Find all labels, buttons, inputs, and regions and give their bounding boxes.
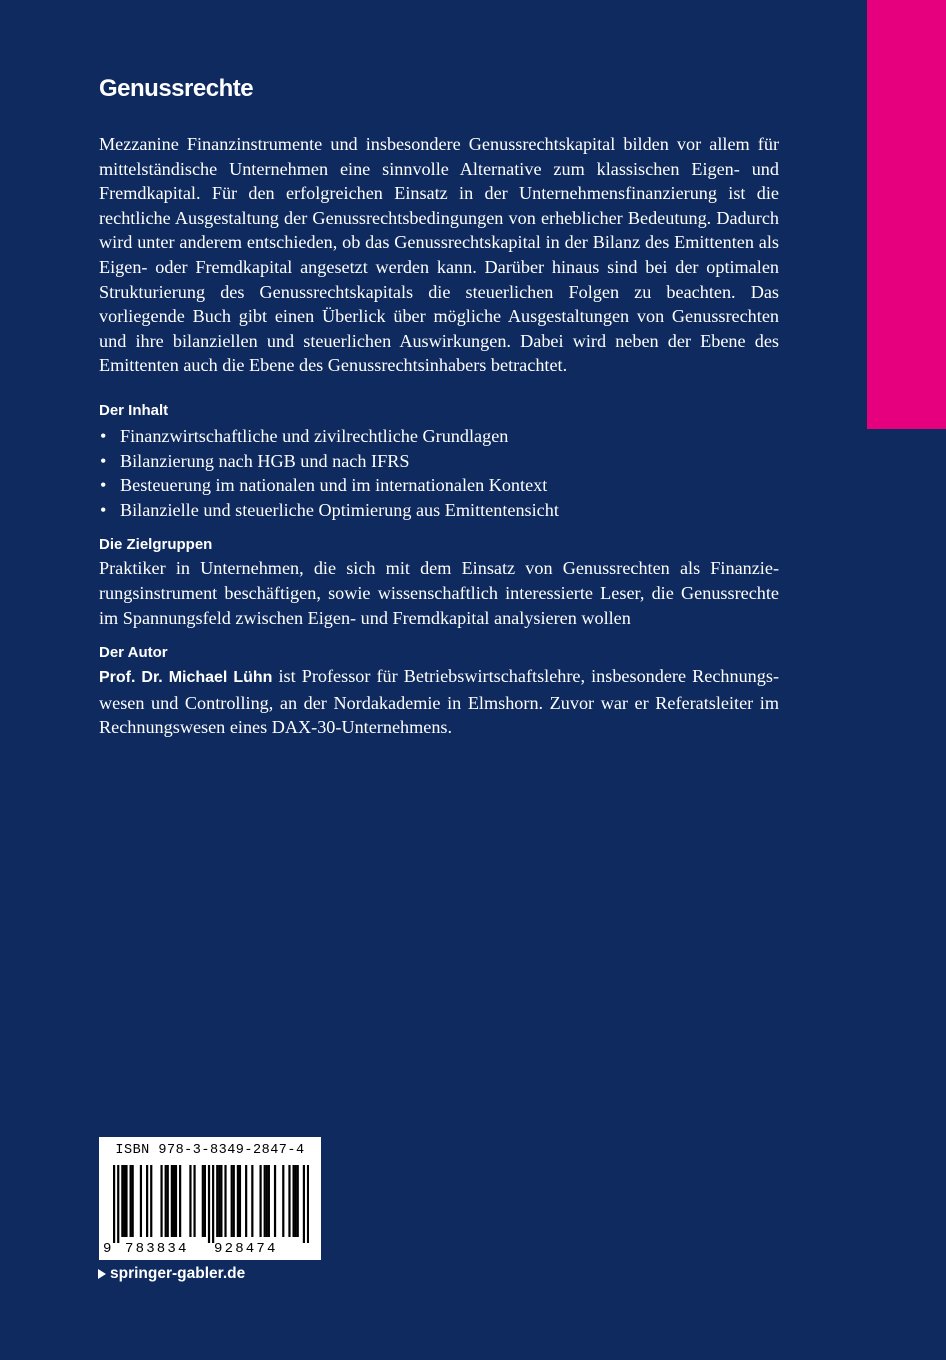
barcode-bar bbox=[202, 1165, 204, 1237]
zielgruppen-text: Praktiker in Unternehmen, die sich mit dem Einsatz von Genussrechten als Finanzierungsinstrument beschäftigen, sowie wissenschaftlich interessierte Leser, die Genussrechte im Spannungsfeld zwischen Eigen- und Fremdkapital analysieren wollen bbox=[99, 558, 779, 628]
back-cover-content bbox=[99, 72, 779, 740]
barcode-bar bbox=[297, 1165, 299, 1237]
barcode-bar bbox=[266, 1165, 268, 1237]
author-description: ist Professor für Betriebswirtschaftslehre, insbesondere Rechnungswesen und Controlling, an der Nordakademie in Elmshorn. Zuvor war er Referatsleiter im Rechnungswesen eines DAX-30-Unternehmens. bbox=[99, 666, 779, 738]
inhalt-list bbox=[99, 424, 779, 522]
barcode-bar bbox=[307, 1165, 309, 1243]
barcode-bar bbox=[165, 1165, 167, 1237]
barcode-bar bbox=[175, 1165, 177, 1237]
barcode-bar bbox=[274, 1165, 276, 1237]
isbn-barcode bbox=[99, 1137, 321, 1260]
barcode-bar bbox=[121, 1165, 123, 1237]
barcode-bar bbox=[132, 1165, 134, 1237]
barcode-bar bbox=[220, 1165, 222, 1237]
barcode-digits-left: 783834 bbox=[125, 1241, 189, 1257]
magenta-accent-bar bbox=[867, 0, 946, 429]
barcode-bar bbox=[113, 1165, 115, 1243]
bullet-icon: • bbox=[100, 475, 107, 496]
barcode-bar bbox=[303, 1165, 305, 1243]
author-name: Prof. Dr. Michael Lühn bbox=[99, 669, 273, 687]
bullet-icon: • bbox=[100, 499, 107, 520]
barcode-bar bbox=[167, 1165, 169, 1237]
barcode-bar bbox=[216, 1165, 218, 1237]
barcode-bar bbox=[264, 1165, 266, 1237]
barcode-bar bbox=[268, 1165, 270, 1237]
barcode-bar bbox=[140, 1165, 142, 1237]
autor-heading: Der Autor bbox=[99, 644, 168, 662]
barcode-bar bbox=[150, 1165, 152, 1237]
barcode-bar bbox=[125, 1165, 127, 1237]
barcode-bar bbox=[212, 1165, 214, 1243]
list-item: • Bilanzielle und steuerliche Optimierung aus Emittentensicht bbox=[99, 498, 779, 523]
barcode-bar bbox=[117, 1165, 119, 1243]
website-link[interactable]: springer-gabler.de bbox=[110, 1265, 246, 1282]
barcode-bar bbox=[160, 1165, 162, 1237]
bullet-icon: • bbox=[100, 450, 107, 471]
list-item: • Finanzwirtschaftliche und zivilrechtliche Grundlagen bbox=[99, 424, 779, 449]
barcode-bar bbox=[288, 1165, 290, 1237]
bullet-icon: • bbox=[100, 425, 107, 446]
publisher-website[interactable] bbox=[98, 1265, 245, 1283]
barcode-bar bbox=[239, 1165, 241, 1237]
barcode-bar bbox=[189, 1165, 191, 1237]
barcode-bars bbox=[113, 1165, 309, 1243]
barcode-bar bbox=[295, 1165, 297, 1237]
barcode-bar bbox=[245, 1165, 247, 1237]
barcode-bar bbox=[233, 1165, 235, 1237]
barcode-bar bbox=[251, 1165, 253, 1237]
book-description: Mezzanine Finanzinstrumente und insbesondere Genussrechtskapital bilden vor allem für mittelständische Unternehmen eine sinnvolle Alternative zum klassischen Eigen- und Fremdkapital. Für den erfolgreichen Einsatz in der Unternehmensfinanzierung ist die rechtliche Ausgestaltung der Genussrechtsbedingungen von erheblicher Bedeutung. Dadurch wird unter anderem entschieden, ob das Genussrechtskapital in der Bilanz des Emittenten als Eigen- oder Fremdkapital angesetzt werden kann. Darüber hinaus sind bei der optimalen Strukturierung des Genussrechtskapitals die steuerlichen Folgen zu beachten. Das vorliegende Buch gibt einen Überlick über mögliche Ausgestaltungen von Genussrechten und ihre bilanziellen und steuerlichen Auswirkungen. Dabei wird neben der Ebene des Emittenten auch die Ebene des Genussrechtsinhabers betrachtet. bbox=[99, 134, 779, 376]
barcode-bar bbox=[173, 1165, 175, 1237]
arrow-right-icon bbox=[98, 1269, 106, 1279]
barcode-bar bbox=[179, 1165, 181, 1237]
barcode-bar bbox=[146, 1165, 148, 1237]
barcode-digits-right: 928474 bbox=[214, 1241, 278, 1257]
isbn-label: ISBN 978-3-8349-2847-4 bbox=[115, 1143, 305, 1158]
barcode-bar bbox=[204, 1165, 206, 1237]
autor-bio bbox=[99, 664, 779, 740]
zielgruppen-heading: Die Zielgruppen bbox=[99, 536, 213, 554]
barcode-bar bbox=[193, 1165, 195, 1237]
barcode-bar bbox=[259, 1165, 261, 1237]
barcode-bar bbox=[224, 1165, 226, 1237]
barcode-bar bbox=[123, 1165, 125, 1237]
barcode-bar bbox=[292, 1165, 294, 1237]
barcode-bar bbox=[208, 1165, 210, 1243]
barcode-bar bbox=[231, 1165, 233, 1237]
barcode-bar bbox=[130, 1165, 132, 1237]
barcode-bar bbox=[171, 1165, 173, 1237]
barcode-bar bbox=[218, 1165, 220, 1237]
list-item: • Bilanzierung nach HGB und nach IFRS bbox=[99, 449, 779, 474]
list-item: • Besteuerung im nationalen und im internationalen Kontext bbox=[99, 473, 779, 498]
book-title: Genussrechte bbox=[99, 75, 254, 102]
inhalt-heading: Der Inhalt bbox=[99, 401, 169, 419]
barcode-digit-first: 9 bbox=[103, 1241, 112, 1257]
barcode-bar bbox=[282, 1165, 284, 1237]
barcode-bar bbox=[237, 1165, 239, 1237]
